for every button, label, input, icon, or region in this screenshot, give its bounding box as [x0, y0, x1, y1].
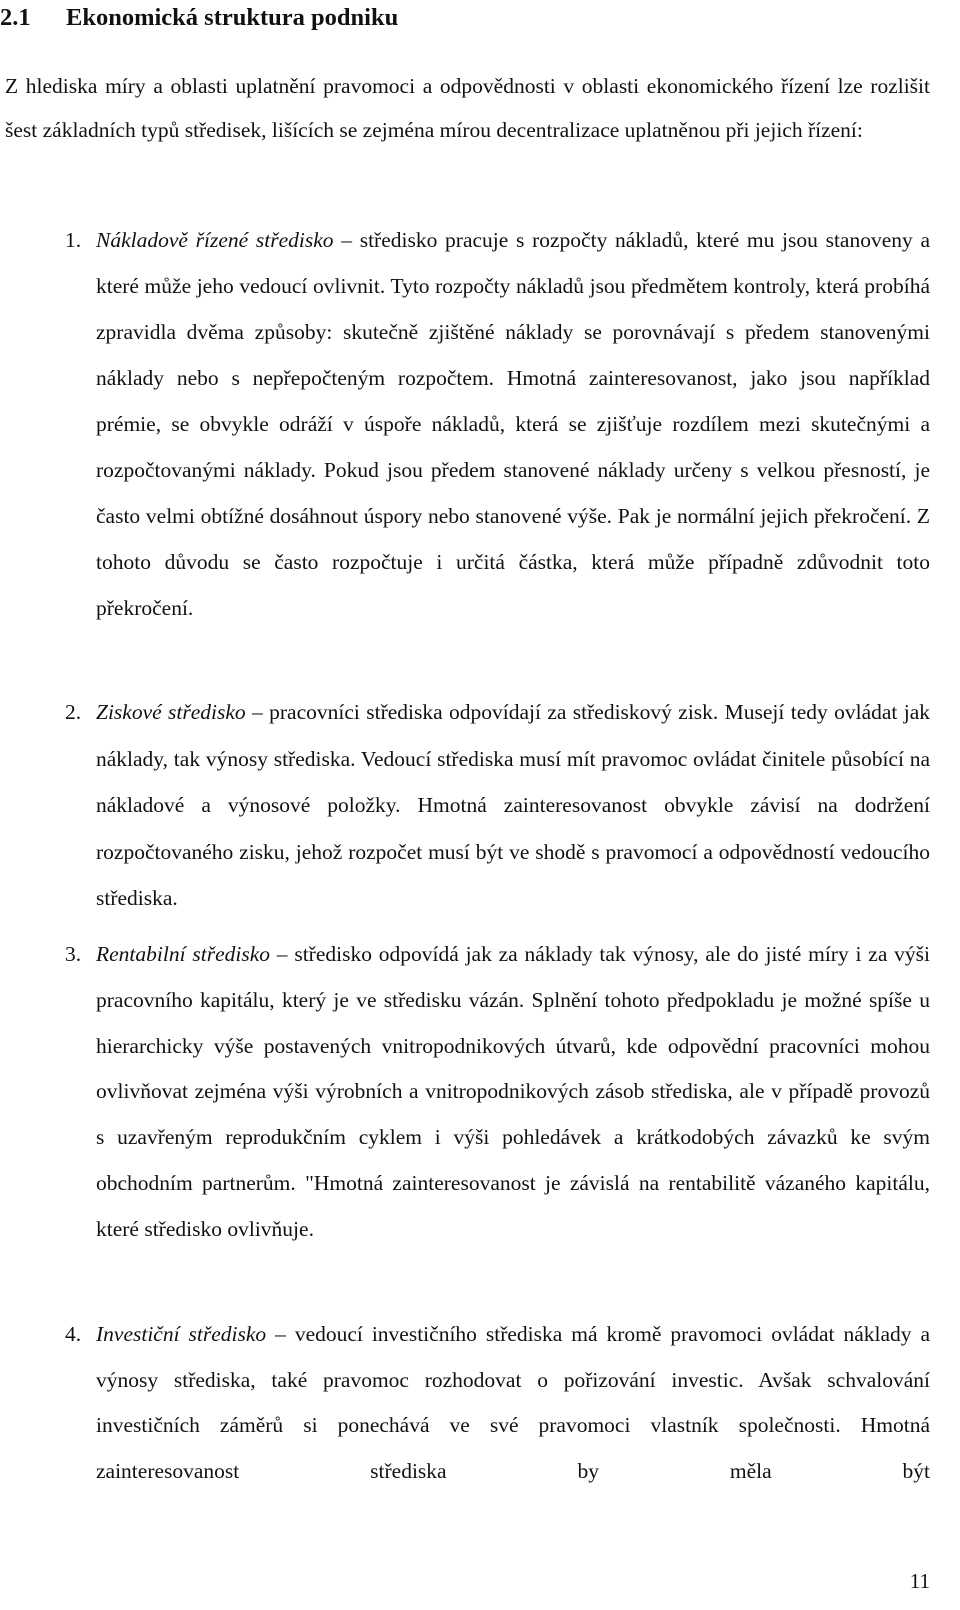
page-number: 11 — [909, 1569, 930, 1593]
list-marker: 2. — [65, 700, 82, 724]
intro-paragraph: Z hlediska míry a oblasti uplatnění pravomoci a odpovědnosti v oblasti ekonomického řízení lze rozlišit šest základních typů středisek, lišících se zejména mírou decentralizace uplatněnou při jejich řízení: — [5, 74, 930, 142]
list-item-text: vedoucí investičního střediska má kromě pravomoci ovládat náklady a výnosy střediska, také pravomoc rozhodovat o pořizování investic. Avšak schvalování investičních záměrů si ponechává ve své pravomoci vlastník společnosti. Hmotná zainteresovanost střediska by měla být — [96, 1322, 930, 1483]
list-marker: 1. — [65, 228, 82, 252]
list-item-separator: – — [266, 1322, 295, 1346]
list-item-text: středisko odpovídá jak za náklady tak výnosy, ale do jisté míry i za výši pracovního kapitálu, který je ve středisku vázán. Splnění tohoto předpokladu je možné spíše u hierarchicky výše postavených vnitropodnikových útvarů, kde odpovědní pracovníci mohou ovlivňovat zejména výši výrobních a vnitropodnikových zásob střediska, ale v případě provozů s uzavřeným reprodukčním cyklem i výši pohledávek a krátkodobých závazků ke svým obchodním partnerům. "Hmotná zainteresovanost je závislá na rentabilitě vázaného kapitálu, které středisko ovlivňuje. — [96, 942, 930, 1241]
list-item-text: středisko pracuje s rozpočty nákladů, které mu jsou stanoveny a které může jeho vedoucí ovlivnit. Tyto rozpočty nákladů jsou předmětem kontroly, která probíhá zpravidla dvěma způsoby: skutečně zjištěné náklady se porovnávají s předem stanovenými náklady nebo s nepřepočteným rozpočtem. Hmotná zainteresovanost, jako jsou například prémie, se obvykle odráží v úspoře nákladů, která se zjišťuje rozdílem mezi skutečnými a rozpočtovanými náklady. Pokud jsou předem stanovené náklady určeny s velkou přesností, je často velmi obtížné dosáhnout úspory nebo stanovené výše. Pak je normální jejich překročení. Z tohoto důvodu se často rozpočtuje i určitá částka, která může případně zdůvodnit toto překročení. — [96, 228, 931, 620]
list-item-separator: – — [270, 942, 295, 966]
list-item-separator: – — [333, 228, 360, 252]
section-title: Ekonomická struktura podniku — [66, 4, 399, 31]
list-item-separator: – — [245, 700, 270, 724]
list-item-text: pracovníci střediska odpovídají za střediskový zisk. Musejí tedy ovládat jak náklady, tak výnosy střediska. Vedoucí střediska musí mít pravomoc ovládat činitele působící na nákladové a výnosové položky. Hmotná zainteresovanost obvykle závisí na dodržení rozpočtovaného zisku, jehož rozpočet musí být ve shodě s pravomocí a odpovědností vedoucího střediska. — [96, 700, 931, 910]
list-item-term: Ziskové středisko — [96, 700, 246, 724]
list-item-term: Rentabilní středisko — [96, 942, 270, 966]
list-item-body — [96, 1312, 930, 1494]
list-item-body — [96, 932, 930, 1253]
list-marker: 4. — [65, 1322, 82, 1346]
list-item-cost-center — [65, 217, 930, 631]
list-item-investment-center — [65, 1312, 930, 1494]
list-marker: 3. — [65, 942, 82, 966]
section-number: 2.1 — [0, 4, 31, 31]
list-item-body — [96, 689, 930, 922]
section-heading — [0, 0, 398, 36]
list-item-term: Nákladově řízené středisko — [96, 228, 334, 252]
list-item-term: Investiční středisko — [96, 1322, 267, 1346]
list-item-profit-center — [65, 689, 930, 922]
list-item-body — [96, 217, 930, 631]
list-item-return-center — [65, 932, 930, 1253]
